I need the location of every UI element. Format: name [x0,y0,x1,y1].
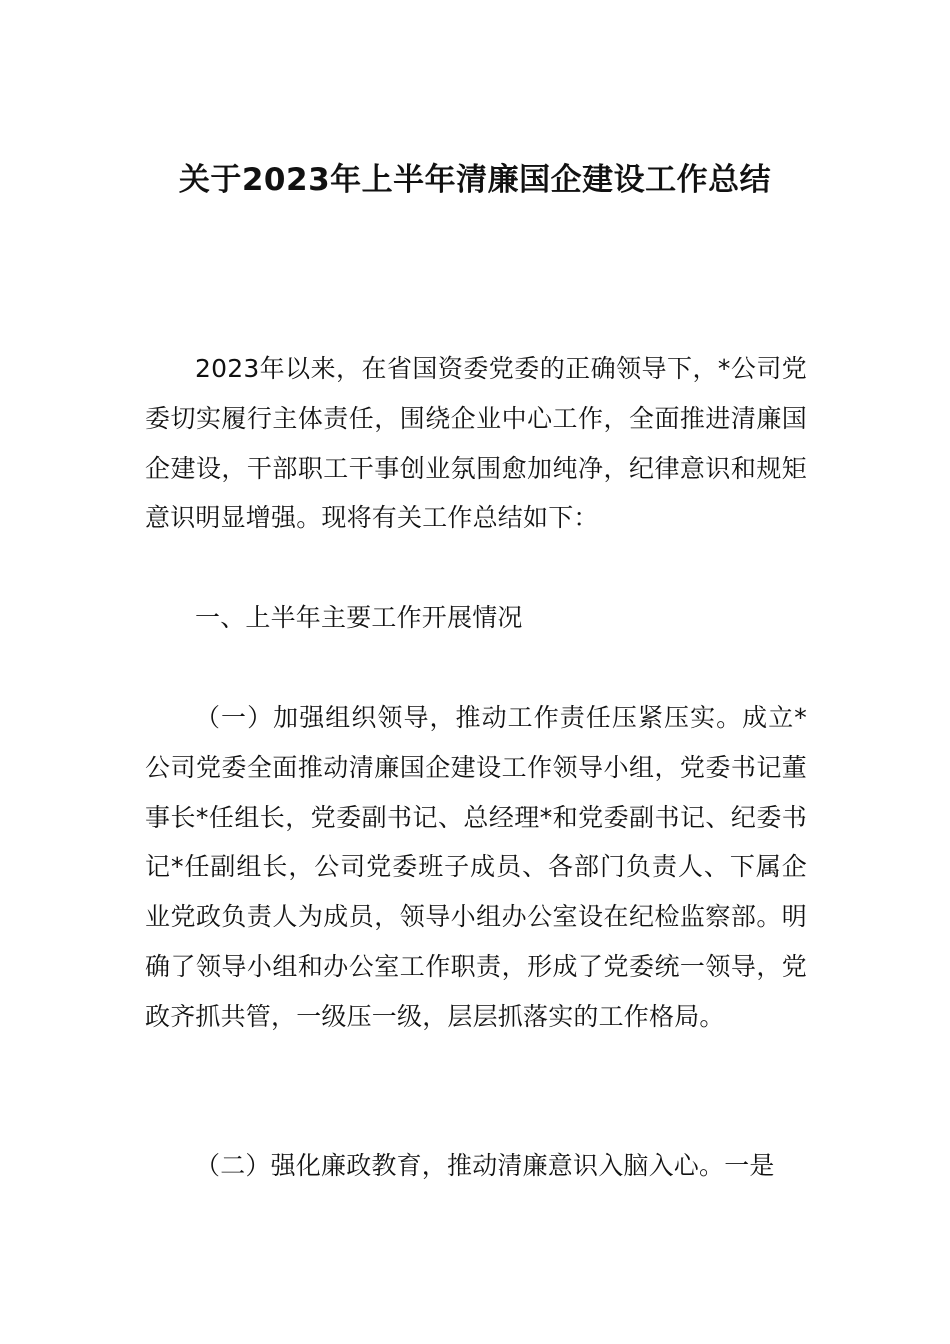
section-paragraph-education: （二）强化廉政教育，推动清廉意识入脑入心。一是 [195,1151,775,1180]
document-title: 关于2023年上半年清廉国企建设工作总结 [178,162,772,198]
section-heading: 一、上半年主要工作开展情况 [195,603,523,632]
section-paragraph-organization: （一）加强组织领导，推动工作责任压紧压实。成立*公司党委全面推动清廉国企建设工作领导小组，党委书记董事长*任组长，党委副书记、总经理*和党委副书记、纪委书记*任副组长，公司党委班子成员、各部门负责人、下属企业党政负责人为成员，领导小组办公室设在纪检监察部。明确了领导小组和办公室工作职责，形成了党委统一领导，党政齐抓共管，一级压一级，层层抓落实的工作格局。 [145,703,807,1031]
intro-paragraph: 2023年以来，在省国资委党委的正确领导下，*公司党委切实履行主体责任，围绕企业中心工作，全面推进清廉国企建设，干部职工干事创业氛围愈加纯净，纪律意识和规矩意识明显增强。现将有关工作总结如下： [145,354,807,533]
